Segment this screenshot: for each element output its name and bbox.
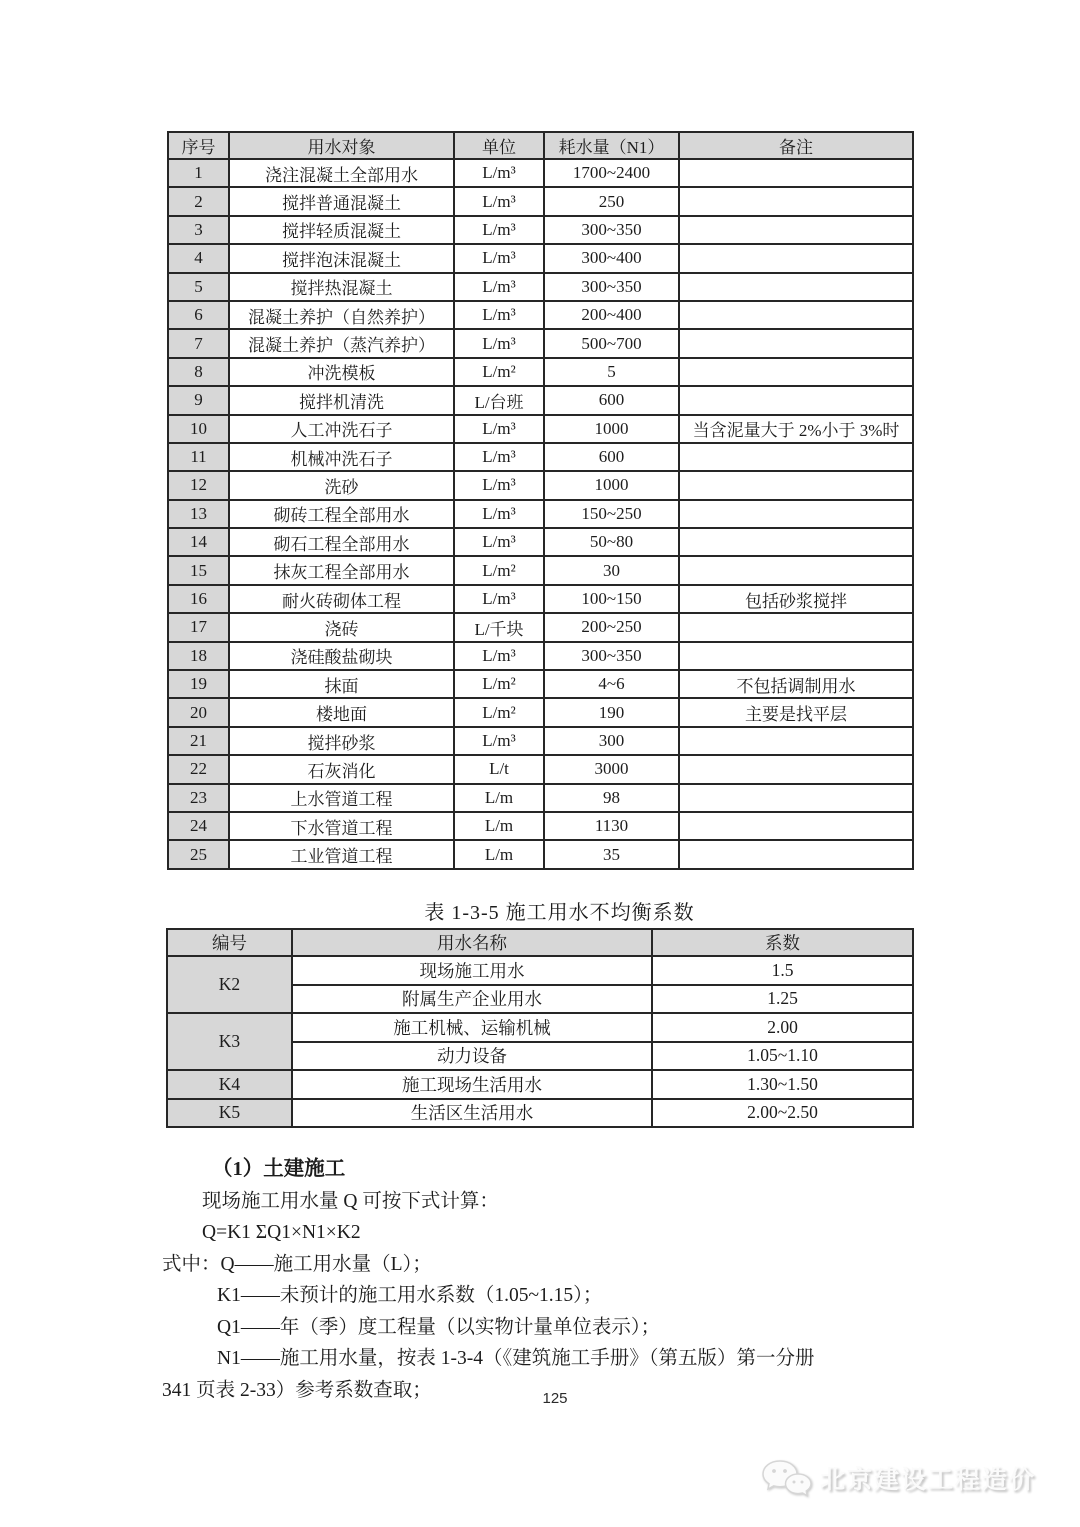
water-usage-name: 施工机械、运输机械 [292,1013,652,1042]
coefficient-value: 1.30~1.50 [652,1070,913,1099]
table-row [168,642,913,670]
consumption-value: 600 [544,386,679,414]
water-usage-name: 动力设备 [292,1042,652,1071]
row-number: 9 [168,386,229,414]
water-usage-item: 下水管道工程 [229,812,454,840]
row-number: 1 [168,159,229,187]
remark: 包括砂浆搅拌 [679,585,913,613]
remark [679,528,913,556]
table-row [168,585,913,613]
consumption-value: 50~80 [544,528,679,556]
unit: L/m [454,784,544,812]
consumption-value: 300~350 [544,216,679,244]
row-number: 12 [168,471,229,499]
table1-header-row [168,132,913,159]
water-usage-item: 搅拌轻质混凝土 [229,216,454,244]
remark [679,784,913,812]
unit: L/m³ [454,415,544,443]
water-usage-name: 生活区生活用水 [292,1099,652,1128]
coefficient-code: K2 [167,956,292,1013]
water-usage-item: 混凝土养护（自然养护） [229,301,454,329]
consumption-value: 30 [544,556,679,584]
unit: L/m³ [454,244,544,272]
remark: 当含泥量大于 2%小于 3%时 [679,415,913,443]
unit: L/m [454,840,544,869]
water-usage-item: 搅拌普通混凝土 [229,187,454,215]
water-usage-item: 搅拌泡沫混凝土 [229,244,454,272]
water-usage-item: 上水管道工程 [229,784,454,812]
table-row [168,812,913,840]
table-row [167,956,913,985]
table1-header-item: 用水对象 [229,132,454,159]
table-row [168,443,913,471]
water-usage-item: 搅拌机清洗 [229,386,454,414]
row-number: 23 [168,784,229,812]
row-number: 2 [168,187,229,215]
table-row [168,329,913,357]
table-row [168,358,913,386]
unit: L/m³ [454,187,544,215]
water-usage-item: 机械冲洗石子 [229,443,454,471]
remark [679,159,913,187]
table-row [167,1070,913,1099]
table-row [168,755,913,783]
water-usage-item: 抹灰工程全部用水 [229,556,454,584]
consumption-value: 1130 [544,812,679,840]
water-usage-item: 工业管道工程 [229,840,454,869]
table-1-3-5-title: 表 1-3-5 施工用水不均衡系数 [424,902,695,924]
unit: L/m³ [454,216,544,244]
remark [679,812,913,840]
imbalance-coefficient-table [166,928,914,1128]
section-heading: （1）土建施工 [212,1158,346,1180]
table-row [168,216,913,244]
remark [679,613,913,641]
remark [679,329,913,357]
remark: 主要是找平层 [679,698,913,726]
consumption-value: 4~6 [544,670,679,698]
table-row [167,1099,913,1128]
water-usage-item: 石灰消化 [229,755,454,783]
row-number: 3 [168,216,229,244]
water-usage-item: 耐火砖砌体工程 [229,585,454,613]
row-number: 8 [168,358,229,386]
body-text-line: N1——施工用水量，按表 1-3-4（《建筑施工手册》（第五版）第一分册 [217,1348,815,1369]
water-usage-item: 混凝土养护（蒸汽养护） [229,329,454,357]
table1-header-no: 序号 [168,132,229,159]
consumption-value: 1700~2400 [544,159,679,187]
table-row [167,1013,913,1042]
row-number: 10 [168,415,229,443]
consumption-value: 300 [544,727,679,755]
table-row [168,528,913,556]
row-number: 14 [168,528,229,556]
row-number: 17 [168,613,229,641]
table-row [168,670,913,698]
remark: 不包括调制用水 [679,670,913,698]
unit: L/m³ [454,642,544,670]
table-row [168,301,913,329]
row-number: 7 [168,329,229,357]
footer-watermark [760,1456,1036,1500]
body-text-line: 341 页表 2-33）参考系数查取； [162,1379,432,1401]
table-row [168,840,913,869]
water-usage-item: 冲洗模板 [229,358,454,386]
water-usage-item: 浇砖 [229,613,454,641]
table-row [168,386,913,414]
body-text-line: 式中：Q——施工用水量（L）； [162,1253,432,1275]
unit: L/m³ [454,727,544,755]
row-number: 21 [168,727,229,755]
table1-header-remark: 备注 [679,132,913,159]
table2-header-name: 用水名称 [292,929,652,956]
unit: L/m³ [454,500,544,528]
unit: L/m³ [454,301,544,329]
table-row [168,415,913,443]
water-usage-item: 洗砂 [229,471,454,499]
remark [679,386,913,414]
remark [679,500,913,528]
table-row [168,784,913,812]
unit: L/m² [454,670,544,698]
unit: L/m³ [454,329,544,357]
remark [679,301,913,329]
row-number: 13 [168,500,229,528]
table-row [168,273,913,301]
coefficient-value: 2.00~2.50 [652,1099,913,1128]
water-usage-item: 搅拌热混凝土 [229,273,454,301]
water-usage-item: 浇注混凝土全部用水 [229,159,454,187]
row-number: 19 [168,670,229,698]
consumption-value: 200~400 [544,301,679,329]
remark [679,443,913,471]
coefficient-code: K4 [167,1070,292,1099]
water-usage-item: 砌石工程全部用水 [229,528,454,556]
coefficient-code: K5 [167,1099,292,1128]
row-number: 11 [168,443,229,471]
remark [679,642,913,670]
unit: L/m² [454,556,544,584]
remark [679,727,913,755]
remark [679,216,913,244]
table-row [168,613,913,641]
consumption-value: 500~700 [544,329,679,357]
row-number: 20 [168,698,229,726]
water-usage-item: 搅拌砂浆 [229,727,454,755]
remark [679,755,913,783]
remark [679,840,913,869]
table1-header-consumption: 耗水量（N1） [544,132,679,159]
consumption-value: 1000 [544,415,679,443]
water-usage-name: 现场施工用水 [292,956,652,985]
coefficient-value: 1.05~1.10 [652,1042,913,1071]
body-text-line: K1——未预计的施工用水系数（1.05~1.15）； [217,1285,603,1306]
table-row [168,556,913,584]
table2-header-row [167,929,913,956]
water-usage-name: 施工现场生活用水 [292,1070,652,1099]
water-consumption-table [167,131,914,870]
table-row [168,500,913,528]
body-text-line: 现场施工用水量 Q 可按下式计算： [202,1190,499,1212]
row-number: 22 [168,755,229,783]
page-number: 125 [542,1390,568,1407]
unit: L/m² [454,698,544,726]
consumption-value: 35 [544,840,679,869]
body-text-line: Q1——年（季）度工程量（以实物计量单位表示）； [217,1316,661,1338]
consumption-value: 300~350 [544,273,679,301]
remark [679,358,913,386]
unit: L/台班 [454,386,544,414]
unit: L/m³ [454,585,544,613]
consumption-value: 200~250 [544,613,679,641]
consumption-value: 300~400 [544,244,679,272]
unit: L/t [454,755,544,783]
row-number: 25 [168,840,229,869]
water-usage-item: 人工冲洗石子 [229,415,454,443]
consumption-value: 5 [544,358,679,386]
water-usage-item: 浇硅酸盐砌块 [229,642,454,670]
coefficient-code: K3 [167,1013,292,1070]
remark [679,187,913,215]
table2-header-coefficient: 系数 [652,929,913,956]
unit: L/m³ [454,471,544,499]
remark [679,471,913,499]
row-number: 24 [168,812,229,840]
consumption-value: 600 [544,443,679,471]
unit: L/m² [454,358,544,386]
unit: L/m³ [454,273,544,301]
coefficient-value: 1.5 [652,956,913,985]
water-usage-item: 楼地面 [229,698,454,726]
consumption-value: 1000 [544,471,679,499]
coefficient-value: 2.00 [652,1013,913,1042]
footer-brand-text: 北京建设工程造价 [820,1466,1037,1494]
consumption-value: 100~150 [544,585,679,613]
table-row [168,727,913,755]
remark [679,556,913,584]
table2-header-code: 编号 [167,929,292,956]
consumption-value: 190 [544,698,679,726]
unit: L/m³ [454,528,544,556]
consumption-value: 3000 [544,755,679,783]
body-text-line: Q=K1 ΣQ1×N1×K2 [202,1222,361,1243]
table-row [168,471,913,499]
water-usage-name: 附属生产企业用水 [292,985,652,1014]
row-number: 4 [168,244,229,272]
consumption-value: 250 [544,187,679,215]
remark [679,273,913,301]
consumption-value: 150~250 [544,500,679,528]
row-number: 6 [168,301,229,329]
unit: L/千块 [454,613,544,641]
unit: L/m³ [454,159,544,187]
water-usage-item: 抹面 [229,670,454,698]
row-number: 18 [168,642,229,670]
table-row [168,159,913,187]
table-row [168,244,913,272]
table1-header-unit: 单位 [454,132,544,159]
unit: L/m [454,812,544,840]
table-row [168,187,913,215]
wechat-icon [760,1458,812,1498]
unit: L/m³ [454,443,544,471]
consumption-value: 98 [544,784,679,812]
table-row [168,698,913,726]
consumption-value: 300~350 [544,642,679,670]
row-number: 15 [168,556,229,584]
body-text [162,1154,924,1406]
row-number: 5 [168,273,229,301]
row-number: 16 [168,585,229,613]
coefficient-value: 1.25 [652,985,913,1014]
water-usage-item: 砌砖工程全部用水 [229,500,454,528]
remark [679,244,913,272]
